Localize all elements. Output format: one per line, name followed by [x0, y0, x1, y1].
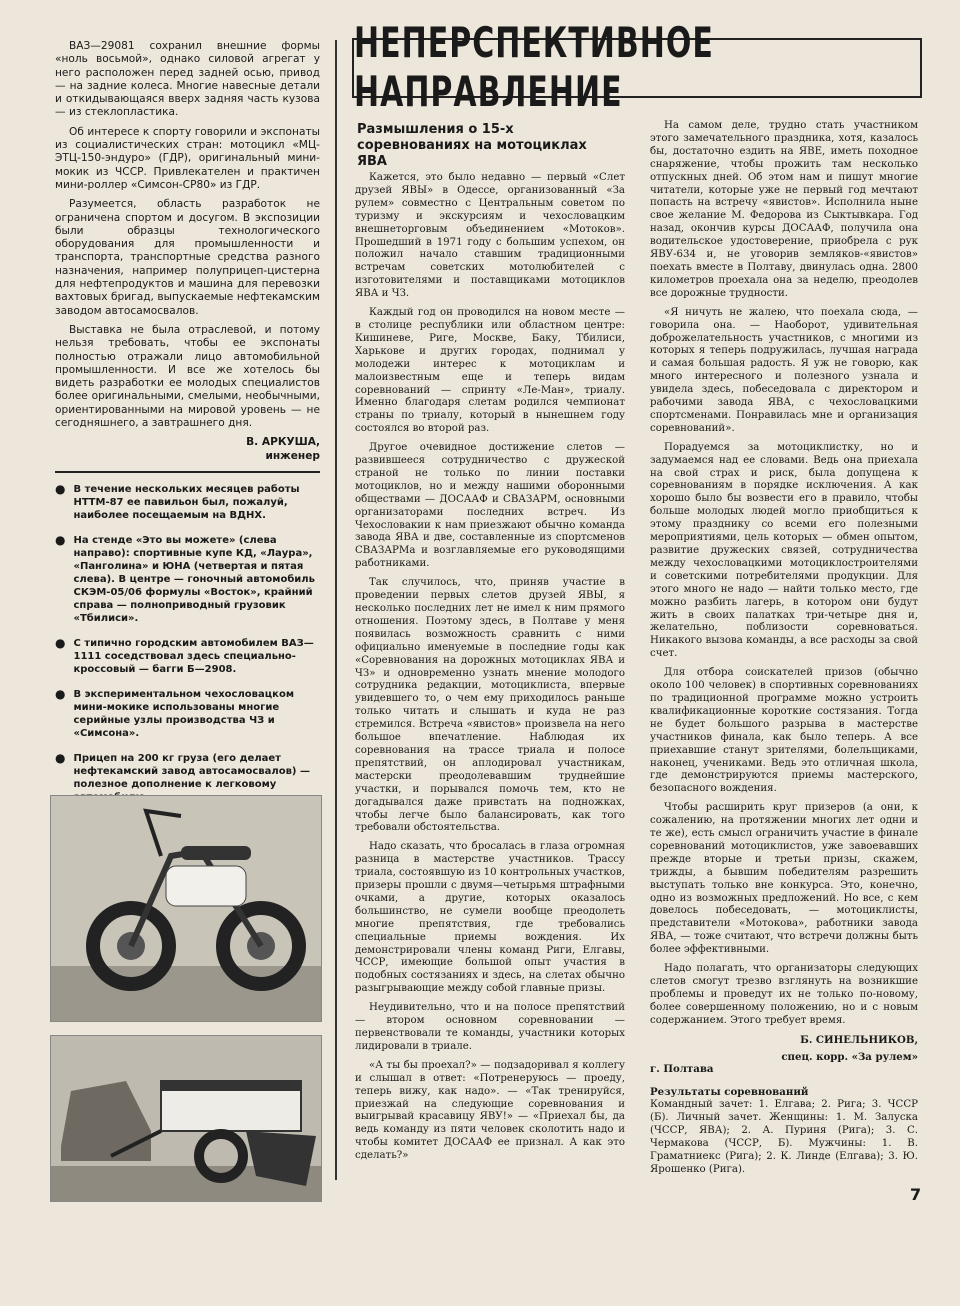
article-title-box	[352, 19, 922, 117]
left-author-role: инженер	[265, 449, 320, 462]
article-paragraph: Каждый год он проводился на новом месте — в столице республики или областном центре: Кишиневе, Риге, Москве, Баку, Тбилиси, Харькове и других городах, поднимал у молодежи интерес к мотоциклам и малоизвестным еще и теперь видам соревнований — спринту «Ле-Ман», триалу. Именно благодаря слетам родился чемпионат страны по триалу, который в нынешнем году состоялся во второй раз.	[355, 307, 625, 435]
left-paragraph: Разумеется, область разработок не ограничена спортом и досугом. В экспозиции были образцы технологического оборудования для промышленности и транспорта, транспортные средства разного назначения, например полуприцеп-цистерна для нефтепродуктов и машина для перевозки вахтовых бригад, выпускаемые нефтекамским заводом автосамосвалов.	[55, 198, 320, 317]
column-divider	[335, 40, 337, 1180]
article-city: г. Полтава	[650, 1063, 714, 1076]
results-title: Результаты соревнований	[650, 1086, 809, 1099]
article-title: НЕПЕРСПЕКТИВНОЕ НАПРАВЛЕНИЕ	[354, 19, 714, 117]
mini-moped-photo	[50, 795, 322, 1022]
mini-moped-illustration	[51, 796, 321, 1021]
photo-caption: ● Прицеп на 200 кг груза (его делает нефтекамский завод автосамосвалов) — полезное дополнение к легковому	[55, 752, 320, 804]
article-paragraph: Надо сказать, что бросалась в глаза огромная разница в мастерстве участников. Трассу триала, состоявшую из 10 контрольных участков, призеры прошли с двумя—четырьмя штрафными очками, а другие, которых оказалось большинство, не сумели вообще преодолеть многие препятствия, где требовались специальные приемы вождения. Их демонстрировали члены команд Риги, Елгавы, ЧССР, имеющие большой опыт участия в подобных состязаниях и здесь, на слетах обычно разыгрывающие между собой главные призы.	[355, 841, 625, 995]
article-paragraph: Неудивительно, что и на полосе препятствий — втором основном соревновании — первенствовали те команды, участники которых лидировали в триале.	[355, 1002, 625, 1052]
photo-caption: ● На стенде «Это вы можете» (слева направо): спортивные купе КД, «Лаура», «Панголина» и ЮНА (четвертая и пятая слева). В центре — гоночный автомобиль СКЭМ-05/06 формулы «Восток», крайний справа — полноприводный грузовик «Тбилиси».	[55, 532, 315, 624]
left-paragraph: Об интересе к спорту говорили и экспонаты из социалистических стран: мотоцикл «МЦ-ЭТЦ-150-эндуро» (ГДР), оригинальный мини-мокик из ЧССР. Привлекателен и практичен мини-роллер «Симсон-СР80» из ГДР.	[55, 125, 320, 191]
article-paragraph: Чтобы расширить круг призеров (а они, к сожалению, на протяжении многих лет одни и те же), есть смысл ограничить участие в финале соревнований мотоциклистов, уже завоевавших прежде вторые и третьи призы, скажем, трижды, а бывшим победителям разрешить выступать только вне конкурса. Это, конечно, одно из возможных предложений. Но все, с кем довелось побеседовать, — мотоциклисты, представители «Мотокова», работники завода ЯВА, — тоже считают, что встречи должны быть более эффективными.	[650, 802, 918, 956]
results-text: Командный зачет: 1. Елгава; 2. Рига; 3. ЧССР (Б). Личный зачет. Женщины: 1. М. Залуска (ЧССР, ЯВА); 2. А. Пуриня (Рига); 3. С. Чермакова (ЧССР, Б). Мужчины: 1. В. Граматниекс (Рига); 2. К. Линде (Елгава); 3. Ю. Ярошенко (Рига).	[650, 1099, 918, 1175]
divider	[55, 471, 320, 473]
article-paragraph: Так случилось, что, приняв участие в проведении первых слетов друзей ЯВЫ, я несколько последних лет не имел к ним прямого отношения. Поэтому здесь, в Полтаве у меня появилась возможность сравнить с ними официально именуемые в последние годы как «Соревнования на дорожных мотоциклах ЯВА и ЧЗ» и одновременно узнать мнение молодого сотрудника редакции, мотоциклиста, впервые увидевшего то, о чем ему приходилось раньше только читать и слышать и куда не раз стремился. Встреча «явистов» произвела на него большое впечатление. Наблюдая их соревнования на трассе триала и полосе препятствий, он аплодировал участникам, мастерски преодолевавшим труднейшие участки, и порывался помочь тем, кто не догадывался даже привстать на подножках, чтобы легче было балансировать, как того требовали обстоятельства.	[355, 577, 625, 834]
article-paragraph: Кажется, это было недавно — первый «Слет друзей ЯВЫ» в Одессе, организованный «За рулем» совместно с Центральным советом по туризму и экскурсиям и чехословацким внешнеторговым объединением «Мотоков». Прошедший в 1971 году с большим успехом, он положил начало ставшим традиционными встречам советских мотолюбителей с изготовителями и поставщиками мотоциклов ЯВА и ЧЗ.	[355, 172, 625, 300]
article-paragraph: Другое очевидное достижение слетов — развившееся сотрудничество с дружеской страной не только по линии поставки мотоциклов, но и между нашими оборонными обществами — ДОСААФ и СВАЗАРМ, основными организаторами последних встреч. Из Чехословакии к нам приезжают обычно команда завода ЯВА и две, составленные из спортсменов СВАЗАРМа и возглавляемые его руководящими работниками.	[355, 442, 625, 570]
page-number: 7	[910, 1185, 922, 1204]
bullet-icon: ●	[55, 750, 66, 765]
photo-caption: ● В течение нескольких месяцев работы НТТМ-87 ее павильон был, пожалуй, наиболее посещаемым на ВДНХ.	[55, 481, 300, 521]
right-column	[650, 120, 918, 1177]
article-paragraph: Надо полагать, что организаторы следующих слетов смогут трезво взглянуть на возникшие проблемы и проведут их не только по-новому, более совершенному положению, но и с новым содержанием. Этого требует время.	[650, 963, 918, 1026]
article-author-role: спец. корр. «За рулем»	[781, 1050, 918, 1063]
article-subtitle: Размышления о 15-х соревнованиях на мотоциклах ЯВА	[357, 122, 587, 169]
bullet-icon: ●	[55, 532, 66, 547]
left-column	[55, 40, 320, 816]
trailer-illustration	[51, 1036, 321, 1201]
bullet-icon: ●	[55, 635, 66, 650]
article-paragraph: «А ты бы проехал?» — подзадоривал я коллегу и слышал в ответ: «Потренеруюсь — проеду, теперь вижу, как надо». — «Так тренируйся, приезжай на следующие соревнования и выигрывай красавицу ЯВУ!» — «Приехал бы, да ведь команду из пяти человек сколотить надо и чтобы комитет ДОСААФ ее признал. А как это сделать?»	[355, 1059, 625, 1162]
left-paragraph: Выставка не была отраслевой, и потому нельзя требовать, чтобы ее экспонаты полностью отражали лицо автомобильной промышленности. И все же хотелось бы видеть разработки ее молодых специалистов более оригинальными, смелыми, необычными, ориентированными на мировой уровень — не сегодняшнего, а завтрашнего дня.	[55, 323, 320, 430]
article-author: Б. СИНЕЛЬНИКОВ,	[800, 1033, 918, 1046]
article-paragraph: На самом деле, трудно стать участником этого замечательного праздника, хотя, казалось бы, достаточно ездить на ЯВЕ, иметь походное снаряжение, чтобы прожить там несколько отпускных дней. Об этом нам и пишут многие читатели, которые уже не первый год мечтают попасть на встречу «явистов». Исполнила ныне свое желание М. Федорова из Сыктывкара. Год назад, окончив курсы ДОСААФ, получила она водительское удостоверение, приобрела с рук ЯВУ-634 и, не уговорив земляков-«явистов» поехать вместе в Полтаву, двинулась одна. 2800 километров проехала она за неделю, преодолев все дорожные трудности.	[650, 120, 918, 299]
photo-caption: ● В экспериментальном чехословацком мини-мокике использованы многие серийные узлы производства ЧЗ и «Симсона».	[55, 686, 294, 739]
left-author: В. АРКУША,	[246, 436, 320, 449]
middle-column	[355, 172, 625, 1169]
trailer-photo	[50, 1035, 322, 1202]
bullet-icon: ●	[55, 686, 66, 701]
photo-caption: ● С типично городским автомобилем ВАЗ—1111 соседствовал здесь специально-кроссовый — багги Б—2908.	[55, 635, 314, 675]
article-paragraph: Порадуемся за мотоциклистку, но и задумаемся над ее словами. Ведь она приехала на свой страх и риск, была допущена к соревнованиям в порядке исключения. А как хорошо было бы возвести его в правило, чтобы больше молодых людей могло приобщиться к этому празднику со всеми его полезными мероприятиями, цель которых — обмен опытом, развитие дружеских связей, сотрудничества между чехословацкими мотоциклостроителями и советскими потребителями продукции. Для этого много не надо — найти только место, где можно разбить лагерь, в котором они будут жить в своих палатках три-четыре дня и, желательно, поблизости соревноваться. Никакого вызова команды, а все расходы за свой счет.	[650, 441, 918, 660]
left-paragraph: ВАЗ—29081 сохранил внешние формы «ноль восьмой», однако силовой агрегат у него расположен перед задней осью, привод — на задние колеса. Многие навесные детали и откидывающаяся вверх задняя часть кузова — из стеклопластика.	[55, 40, 320, 119]
article-paragraph: «Я ничуть не жалею, что поехала сюда, — говорила она. — Наоборот, удивительная доброжелательность участников, с многими из которых я теперь подружилась, лучшая награда и самая большая радость. Я уж не говорю, как много интересного и полезного узнала и увидела здесь, побеседовала с директором и рабочими завода ЯВА, с чехословацкими спортсменами. Понравилась мне и организация соревнований».	[650, 306, 918, 434]
article-paragraph: Для отбора соискателей призов (обычно около 100 человек) в спортивных соревнованиях по традиционной программе можно устроить квалификационные короткие состязания. Тогда не будет большого разрыва в мастерстве участников финала, как было теперь. А все приехавшие станут зрителями, болельщиками, наконец, учениками. Ведь это отличная школа, где демонстрируются приемы мастерского, безопасного вождения.	[650, 667, 918, 795]
bullet-icon: ●	[55, 481, 66, 496]
